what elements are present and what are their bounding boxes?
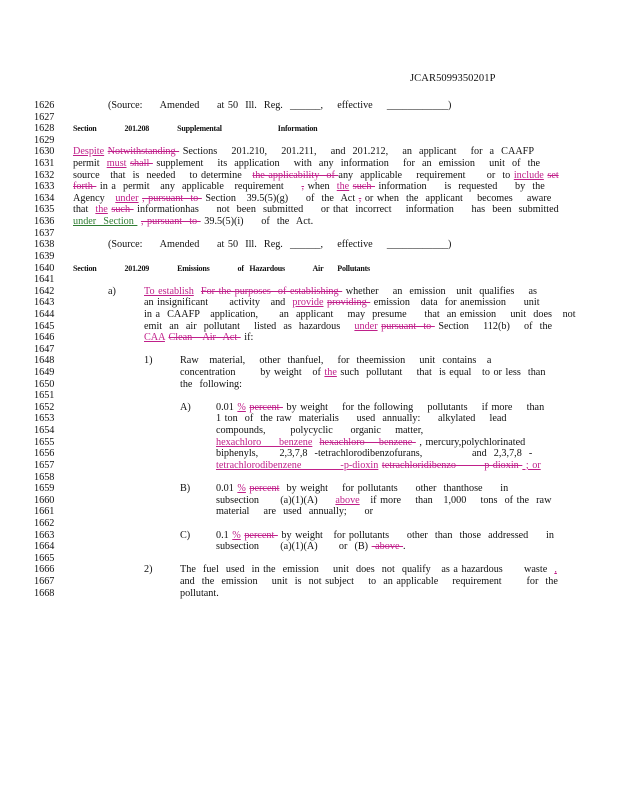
text-segment: an insignificant activity and: [144, 297, 293, 309]
line-number: 1666: [34, 564, 55, 576]
text-line: [0, 541, 618, 553]
line-number: 1643: [34, 297, 55, 309]
text-segment: information is requested by the: [374, 181, 545, 193]
text-segment: Sections 201.210, 201.211, and 201.212, an applicant for a CAAFP: [179, 146, 535, 158]
text-segment: 39.5(5)(i) of the Act.: [200, 216, 314, 228]
text-line: [0, 135, 618, 147]
line-number: 1628: [34, 123, 55, 135]
text-segment: (Source: Amended at 50 Ill. Reg. ______, effective ____________): [108, 100, 452, 111]
line-text: [180, 367, 578, 379]
line-number: 1633: [34, 181, 55, 193]
list-marker: a): [108, 285, 116, 297]
text-segment: informationhas not been submitted or that incorrect information has been submitted: [133, 204, 559, 216]
text-segment: 1 ton of the raw materialis used annually: alkylated lead: [216, 413, 507, 425]
text-segment: emit an air pollutant listed as hazardous: [144, 320, 355, 332]
line-number: 1641: [34, 274, 55, 286]
inserted-text: ,: [554, 564, 557, 576]
deleted-text: providing: [327, 297, 371, 309]
deleted-text: hexachloro benzene: [319, 436, 416, 448]
deleted-text: Clean Air Act: [168, 332, 241, 344]
inserted-text: above: [335, 494, 360, 506]
deleted-text: , pursuant to: [142, 192, 202, 204]
inserted-text: To establish: [144, 285, 194, 297]
text-segment: the following:: [180, 378, 242, 390]
text-line: [0, 204, 618, 216]
deleted-text: set: [547, 169, 559, 181]
text-segment: concentration by weight of: [180, 367, 325, 379]
inserted-text: %: [237, 483, 246, 495]
line-text: [216, 413, 578, 425]
line-number: 1630: [34, 146, 55, 158]
line-text: [73, 170, 578, 182]
deleted-text: Notwithstanding: [107, 146, 180, 158]
deleted-text: tetrachloridibenzo -p-dioxin: [381, 459, 523, 471]
text-line: [0, 472, 618, 484]
line-text: [73, 193, 578, 205]
list-marker: 1): [144, 355, 153, 367]
inserted-text: provide: [292, 297, 324, 309]
text-segment: biphenyls, 2,3,7,8 -tetrachlorodibenzofurans, and 2,3,7,8 -: [216, 448, 533, 460]
deleted-text: forth: [73, 181, 97, 193]
text-line: [0, 553, 618, 565]
line-text: [216, 530, 578, 542]
deleted-text: percent: [249, 483, 280, 495]
list-marker: A): [180, 401, 191, 413]
text-line: [0, 274, 618, 286]
line-number: 1646: [34, 332, 55, 344]
list-marker: 2): [144, 564, 153, 576]
inserted-text: hexachloro benzene: [216, 436, 313, 448]
list-marker: C): [180, 529, 191, 541]
line-text: [144, 321, 578, 333]
text-segment: in a permit any applicable requirement: [96, 181, 302, 193]
line-text: [216, 402, 578, 414]
text-segment: supplement its application with any information for an emission unit of the: [152, 158, 541, 170]
text-line: [0, 506, 618, 518]
text-line: [0, 518, 618, 530]
text-line: [0, 448, 618, 460]
line-number: 1645: [34, 320, 55, 332]
inserted-text: %: [232, 529, 241, 541]
line-number: 1634: [34, 192, 55, 204]
line-number: 1644: [34, 308, 55, 320]
line-number: 1626: [34, 100, 55, 111]
text-line: [0, 344, 618, 356]
line-number: 1667: [34, 575, 55, 587]
line-text: [180, 379, 578, 391]
line-number: 1649: [34, 367, 55, 379]
text-line: [0, 146, 618, 158]
text-line: [0, 437, 618, 449]
text-segment: Section 39.5(5)(g) of the Act: [201, 192, 359, 204]
inserted-text-green: under Section: [73, 216, 138, 228]
text-segment: or when the applicant becomes aware: [361, 192, 552, 204]
inserted-text: the: [336, 181, 350, 193]
line-number: 1661: [34, 506, 55, 518]
text-line: [0, 576, 618, 588]
text-segment: 0.1: [216, 529, 233, 541]
line-number: 1660: [34, 494, 55, 506]
line-number: 1655: [34, 436, 55, 448]
inserted-text: Despite: [73, 146, 105, 158]
text-segment: subsection (a)(1)(A): [216, 494, 336, 506]
text-line: [0, 530, 618, 542]
line-text: [73, 204, 578, 216]
line-text: [216, 483, 578, 495]
line-number: 1629: [34, 134, 55, 146]
text-segment: pollutant.: [180, 587, 219, 599]
line-text: [216, 460, 578, 472]
line-number: 1658: [34, 471, 55, 483]
list-marker: B): [180, 483, 191, 495]
deleted-text: pursuant to: [381, 320, 435, 332]
section-heading: [73, 123, 578, 135]
text-segment: subsection (a)(1)(A) or (B): [216, 541, 372, 553]
text-segment: such pollutant that is equal to or less than: [336, 367, 546, 379]
line-number: 1651: [34, 390, 55, 402]
line-number: 1653: [34, 413, 55, 425]
text-segment: source that is needed to determine: [73, 169, 253, 181]
line-text: [216, 495, 578, 507]
line-number: 1665: [34, 552, 55, 564]
text-segment: and the emission unit is not subject to an applicable requirement for the: [180, 575, 558, 587]
inserted-text: under: [354, 320, 378, 332]
line-number: 1652: [34, 401, 55, 413]
text-line: [0, 332, 618, 344]
text-segment: if:: [240, 332, 254, 344]
line-number: 1637: [34, 227, 55, 239]
text-segment: compounds, polycyclic organic matter,: [216, 425, 424, 437]
line-number: 1636: [34, 216, 55, 228]
text-line: [0, 413, 618, 425]
line-text: [216, 437, 578, 449]
inserted-text: the: [95, 204, 108, 216]
line-text: [144, 286, 578, 298]
line-text: [73, 158, 578, 170]
text-segment: 0.01: [216, 401, 238, 413]
text-segment: Agency: [73, 192, 116, 204]
line-text: [180, 564, 578, 576]
text-segment: in a CAAFP application, an applicant may presume that an emission unit does not: [144, 308, 576, 320]
deleted-text: For the purposes of establishing: [200, 285, 343, 297]
text-line: [0, 425, 618, 437]
text-segment: by weight for pollutants other than those addressed in: [277, 529, 554, 541]
text-segment: [194, 286, 201, 297]
text-segment: Raw material, other thanfuel, for theemission unit contains a: [180, 355, 492, 367]
text-segment: Section 201.208 Supplemental Information: [73, 124, 318, 134]
deleted-text: ,: [358, 192, 362, 204]
line-number: 1647: [34, 343, 55, 355]
line-number: 1635: [34, 204, 55, 216]
text-segment: permit: [73, 158, 107, 170]
line-text: [144, 332, 578, 344]
text-line: [0, 355, 618, 367]
text-line: [0, 239, 618, 251]
deleted-text: shall: [130, 158, 153, 170]
text-line: [0, 112, 618, 124]
inserted-text: CAA: [144, 332, 165, 344]
line-number: 1650: [34, 378, 55, 390]
deleted-text: such: [352, 181, 375, 193]
line-number: 1639: [34, 250, 55, 262]
text-line: [0, 309, 618, 321]
text-line: [0, 402, 618, 414]
deleted-text: ,: [301, 181, 305, 193]
text-line: [0, 483, 618, 495]
line-text: [73, 146, 578, 158]
deleted-text: above: [371, 541, 404, 553]
text-line: [0, 588, 618, 600]
inserted-text: tetrachlorodibenzene -p-dioxin: [216, 459, 379, 471]
text-line: [0, 170, 618, 182]
line-text: [216, 448, 578, 460]
text-line: [0, 263, 618, 275]
text-segment: Section 112(b) of the: [434, 320, 553, 332]
text-segment: whether an emission unit qualifies as: [342, 285, 537, 297]
line-number: 1659: [34, 483, 55, 495]
text-segment: emission data for anemission unit: [370, 297, 540, 309]
section-heading: [73, 263, 578, 275]
inserted-text: must: [106, 158, 127, 170]
text-segment: material are used annually; or: [216, 506, 373, 518]
text-segment: The fuel used in the emission unit does not qualify as a hazardous waste: [180, 564, 555, 576]
text-line: [0, 228, 618, 240]
text-segment: that: [73, 204, 96, 216]
text-line: [0, 123, 618, 135]
text-line: [0, 251, 618, 263]
inserted-text: ; or: [522, 459, 541, 471]
text-segment: by weight for pollutants other thanthose in: [279, 483, 509, 495]
line-text: [180, 588, 578, 600]
text-line: [0, 460, 618, 472]
inserted-text: include: [513, 169, 544, 181]
text-line: [0, 379, 618, 391]
line-number: 1657: [34, 459, 55, 471]
line-text: [108, 100, 578, 112]
text-line: [0, 286, 618, 298]
text-line: [0, 297, 618, 309]
line-text: [180, 355, 578, 367]
line-text: [144, 297, 578, 309]
line-text: [144, 309, 578, 321]
line-number: 1638: [34, 239, 55, 251]
text-line: [0, 321, 618, 333]
text-segment: any applicable requirement or to: [338, 169, 514, 181]
line-text: [216, 425, 578, 437]
text-line: [0, 564, 618, 576]
line-number: 1663: [34, 529, 55, 541]
line-number: 1654: [34, 425, 55, 437]
line-text: [73, 216, 578, 228]
line-text: [108, 239, 578, 251]
text-line: [0, 193, 618, 205]
inserted-text: under: [115, 192, 139, 204]
line-list: [0, 100, 618, 599]
deleted-text: percent: [244, 529, 278, 541]
line-number: 1664: [34, 541, 55, 553]
line-number: 1642: [34, 285, 55, 297]
line-text: [180, 576, 578, 588]
text-segment: (Source: Amended at 50 Ill. Reg. ______, effective ____________): [108, 239, 452, 251]
text-segment: 0.01: [216, 483, 238, 495]
text-line: [0, 100, 618, 112]
text-line: [0, 158, 618, 170]
line-number: 1627: [34, 111, 55, 123]
line-number: 1662: [34, 517, 55, 529]
text-segment: if more than 1,000 tons of the raw: [359, 494, 552, 506]
text-line: [0, 181, 618, 193]
line-number: 1632: [34, 169, 55, 181]
line-number: 1656: [34, 448, 55, 460]
text-segment: Section 201.209 Emissions of Hazardous Air Pollutants: [73, 263, 370, 273]
text-segment: .: [403, 541, 406, 553]
line-number: 1668: [34, 587, 55, 599]
inserted-text: %: [237, 401, 246, 413]
document-id: JCAR5099350201P: [410, 73, 496, 84]
line-text: [73, 181, 578, 193]
deleted-text: percent: [249, 401, 283, 413]
line-number: 1631: [34, 158, 55, 170]
text-segment: by weight for the following pollutants if more than: [282, 401, 545, 413]
deleted-text: such: [111, 204, 134, 216]
line-text: [216, 506, 578, 518]
line-text: [216, 541, 578, 553]
deleted-text: , pursuant to: [140, 216, 201, 228]
text-segment: , mercury,polychlorinated: [415, 436, 526, 448]
deleted-text: the applicability of: [252, 169, 339, 181]
line-number: 1648: [34, 355, 55, 367]
inserted-text: the: [324, 367, 337, 379]
line-number: 1640: [34, 262, 55, 274]
text-segment: when: [304, 181, 337, 193]
text-line: [0, 495, 618, 507]
text-line: [0, 390, 618, 402]
text-line: [0, 216, 618, 228]
text-line: [0, 367, 618, 379]
